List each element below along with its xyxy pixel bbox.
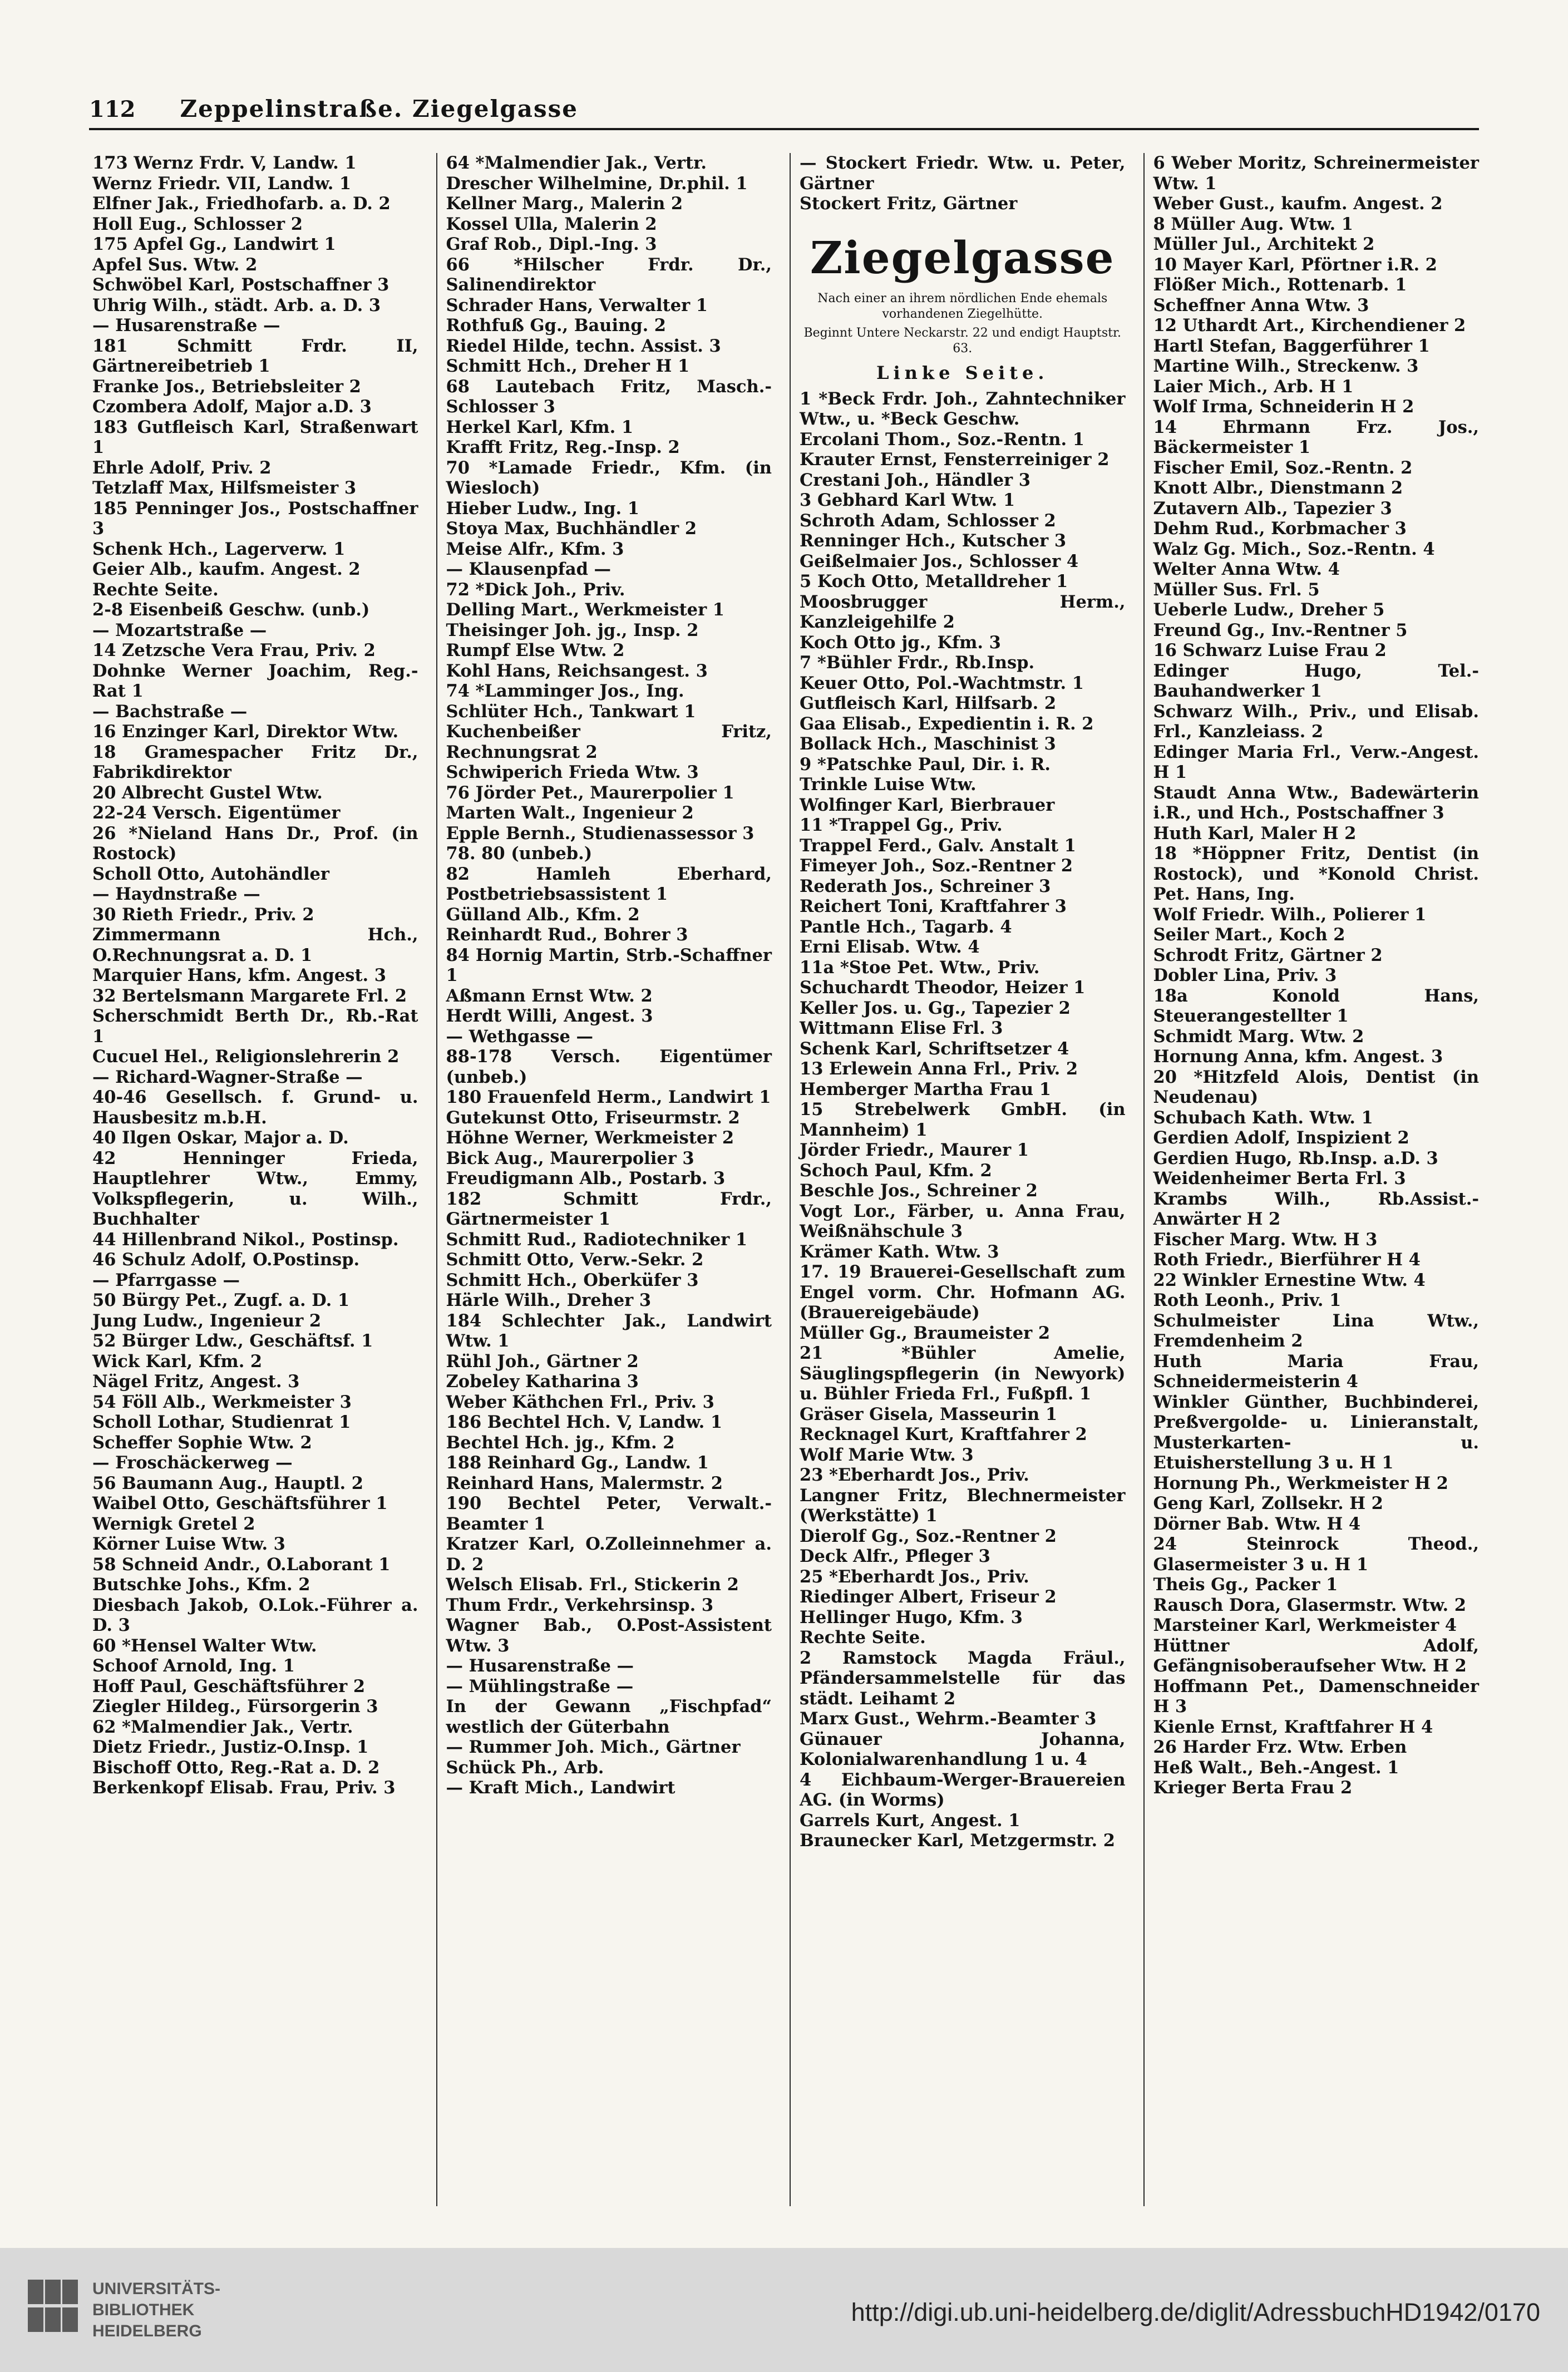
directory-entry: 32 Bertelsmann Margarete Frl. 2	[92, 985, 407, 1006]
directory-entry: Roth Friedr., Bierführer H 4	[1153, 1250, 1421, 1270]
directory-entry: Krambs Wilh., Rb.Assist.-Anwärter H 2	[1153, 1189, 1479, 1229]
directory-entry: Czombera Adolf, Major a.D. 3	[92, 397, 372, 417]
directory-entry: Krämer Kath. Wtw. 3	[800, 1241, 999, 1262]
directory-entry: 70 *Lamade Friedr., Kfm. (in Wiesloch)	[446, 457, 778, 498]
directory-entry: Reinhard Hans, Malermstr. 2	[446, 1473, 723, 1493]
library-name-line: UNIVERSITÄTS-	[92, 2279, 221, 2298]
directory-entry: Pantle Hch., Tagarb. 4	[800, 916, 1012, 937]
directory-entry: 44 Hillenbrand Nikol., Postinsp.	[92, 1229, 399, 1250]
directory-entry: 42 Henninger Frieda, Hauptlehrer Wtw., Emmy, Volkspflegerin, u. Wilh., Buchhalter	[92, 1148, 425, 1229]
directory-entry: 15 Strebelwerk GmbH. (in Mannheim) 1	[800, 1099, 1132, 1140]
directory-entry: — Husarenstraße —	[446, 1656, 634, 1676]
directory-entry: Waibel Otto, Geschäftsführer 1	[92, 1493, 388, 1513]
directory-entry: — Richard-Wagner-Straße —	[92, 1067, 363, 1087]
directory-entry: Gülland Alb., Kfm. 2	[446, 904, 640, 925]
directory-entry: Wolfinger Karl, Bierbrauer	[800, 795, 1055, 815]
directory-entry: Fischer Emil, Soz.-Rentn. 2	[1153, 457, 1413, 478]
column-3-top-entries	[800, 153, 1132, 214]
directory-entry: Krieger Berta Frau 2	[1153, 1778, 1353, 1798]
directory-entry: Rumpf Else Wtw. 2	[446, 640, 625, 660]
directory-entry: Herdt Willi, Angest. 3	[446, 1006, 653, 1026]
directory-entry: Tetzlaff Max, Hilfsmeister 3	[92, 478, 357, 498]
directory-entry: 52 Bürger Ldw., Geschäftsf. 1	[92, 1331, 373, 1351]
page-header	[89, 83, 1479, 130]
directory-entry: 21 *Bühler Amelie, Säuglingspflegerin (in Newyork) u. Bühler Frieda Frl., Fußpfl. 1	[800, 1343, 1132, 1404]
directory-entry: Ehrle Adolf, Priv. 2	[92, 457, 272, 478]
directory-entry: 84 Hornig Martin, Strb.-Schaffner 1	[446, 945, 778, 985]
directory-entry: — Wethgasse —	[446, 1026, 594, 1047]
directory-entry: Müller Sus. Frl. 5	[1153, 579, 1320, 600]
directory-entry: Marsteiner Karl, Werkmeister 4	[1153, 1615, 1457, 1635]
directory-entry: Rechte Seite.	[92, 579, 219, 600]
directory-entry: — Kraft Mich., Landwirt	[446, 1778, 675, 1798]
directory-entry: Härle Wilh., Dreher 3	[446, 1290, 652, 1310]
directory-entry: Aßmann Ernst Wtw. 2	[446, 985, 653, 1006]
directory-entry: Scheffer Sophie Wtw. 2	[92, 1432, 312, 1453]
directory-entry: Gräser Gisela, Masseurin 1	[800, 1404, 1058, 1424]
directory-entry: Bechtel Hch. jg., Kfm. 2	[446, 1432, 675, 1453]
directory-entry: Weber Gust., kaufm. Angest. 2	[1153, 194, 1443, 214]
directory-entry: Edinger Hugo, Tel.-Bauhandwerker 1	[1153, 660, 1479, 701]
directory-entry: Deck Alfr., Pfleger 3	[800, 1546, 990, 1566]
library-name-line: BIBLIOTHEK	[92, 2300, 195, 2319]
directory-entry: Stockert Fritz, Gärtner	[800, 194, 1018, 214]
directory-entry: Dohnke Werner Joachim, Reg.-Rat 1	[92, 660, 418, 701]
directory-entry: Butschke Johs., Kfm. 2	[92, 1575, 310, 1595]
directory-entry: Trappel Ferd., Galv. Anstalt 1	[800, 835, 1076, 856]
directory-entry: Krafft Fritz, Reg.-Insp. 2	[446, 437, 680, 457]
directory-entry: Herkel Karl, Kfm. 1	[446, 417, 634, 437]
directory-entry: Huth Maria Frau, Schneidermeisterin 4	[1153, 1351, 1485, 1392]
directory-entry: Schubach Kath. Wtw. 1	[1153, 1107, 1373, 1128]
directory-entry: Thum Frdr., Verkehrsinsp. 3	[446, 1595, 714, 1615]
side-heading-left: Linke Seite.	[876, 362, 1049, 383]
column-3-entries	[800, 388, 1132, 1851]
directory-entry: Riedinger Albert, Friseur 2	[800, 1587, 1057, 1607]
directory-entry: 14 Ehrmann Frz. Jos., Bäckermeister 1	[1153, 417, 1485, 457]
directory-entry: Schroth Adam, Schlosser 2	[800, 510, 1056, 531]
directory-entry: Moosbrugger Herm., Kanzleigehilfe 2	[800, 591, 1132, 632]
directory-entry: Rothfuß Gg., Bauing. 2	[446, 315, 667, 336]
directory-entry: 188 Reinhard Gg., Landw. 1	[446, 1453, 709, 1473]
library-name-line: HEIDELBERG	[92, 2321, 202, 2340]
directory-entry: 184 Schlechter Jak., Landwirt Wtw. 1	[446, 1310, 778, 1351]
directory-entry: Scholl Otto, Autohändler	[92, 864, 330, 884]
directory-entry: Berkenkopf Elisab. Frau, Priv. 3	[92, 1778, 396, 1798]
directory-entry: Zutavern Alb., Tapezier 3	[1153, 498, 1392, 519]
directory-entry: 5 Koch Otto, Metalldreher 1	[800, 571, 1068, 591]
directory-entry: 76 Jörder Pet., Maurerpolier 1	[446, 782, 734, 803]
directory-entry: 72 *Dick Joh., Priv.	[446, 579, 625, 600]
directory-entry: 18a Konold Hans, Steuerangestellter 1	[1153, 985, 1485, 1026]
directory-entry: 40 Ilgen Oskar, Major a. D.	[92, 1128, 349, 1148]
directory-entry: 56 Baumann Aug., Hauptl. 2	[92, 1473, 364, 1493]
directory-entry: Holl Eug., Schlosser 2	[92, 214, 303, 234]
directory-entry: Kossel Ulla, Malerin 2	[446, 214, 657, 234]
section-title: Ziegelgasse	[810, 231, 1115, 284]
directory-entry: Staudt Anna Wtw., Badewärterin i.R., und Hch., Postschaffner 3	[1153, 782, 1485, 823]
directory-entry: Schenk Hch., Lagerverw. 1	[92, 539, 346, 559]
directory-entry: 16 Schwarz Luise Frau 2	[1153, 640, 1387, 660]
directory-entry: Edinger Maria Frl., Verw.-Angest. H 1	[1153, 742, 1485, 782]
directory-entry: 50 Bürgy Pet., Zugf. a. D. 1	[92, 1290, 350, 1310]
directory-entry: Hemberger Martha Frau 1	[800, 1079, 1051, 1099]
directory-entry: Delling Mart., Werkmeister 1	[446, 600, 724, 620]
directory-entry: Schuchardt Theodor, Heizer 1	[800, 978, 1086, 998]
directory-entry: Marquier Hans, kfm. Angest. 3	[92, 965, 386, 985]
directory-entry: Renninger Hch., Kutscher 3	[800, 531, 1067, 551]
directory-entry: Huth Karl, Maler H 2	[1153, 823, 1357, 844]
directory-entry: Flößer Mich., Rottenarb. 1	[1153, 275, 1407, 295]
directory-entry: 54 Föll Alb., Werkmeister 3	[92, 1392, 352, 1412]
directory-entry: Gaa Elisab., Expedientin i. R. 2	[800, 713, 1094, 734]
directory-entry: 182 Schmitt Frdr., Gärtnermeister 1	[446, 1189, 778, 1229]
directory-entry: Dierolf Gg., Soz.-Rentner 2	[800, 1526, 1057, 1546]
directory-entry: — Rummer Joh. Mich., Gärtner	[446, 1737, 741, 1757]
street-note-origin: Nach einer an ihrem nördlichen Ende ehemals vorhandenen Ziegelhütte.	[817, 291, 1108, 321]
directory-entry: Wernz Friedr. VII, Landw. 1	[92, 173, 352, 194]
directory-entry: 4 Eichbaum-Werger-Brauereien AG. (in Worms)	[800, 1769, 1132, 1810]
directory-entry: Rausch Dora, Glasermstr. Wtw. 2	[1153, 1595, 1466, 1615]
directory-entry: 11a *Stoe Pet. Wtw., Priv.	[800, 957, 1040, 978]
directory-entry: Hieber Ludw., Ing. 1	[446, 498, 639, 519]
directory-entry: Schrodt Fritz, Gärtner 2	[1153, 945, 1383, 965]
directory-entry: Schmitt Hch., Oberküfer 3	[446, 1270, 699, 1290]
directory-entry: 20 *Hitzfeld Alois, Dentist (in Neudenau)	[1153, 1067, 1485, 1107]
directory-entry: Schmitt Otto, Verw.-Sekr. 2	[446, 1250, 704, 1270]
directory-entry: 25 *Eberhardt Jos., Priv.	[800, 1566, 1029, 1587]
directory-entry: Winkler Günther, Buchbinderei, Preßvergolde- u. Linieranstalt, Musterkarten- u. Etuisherstellung 3 u. H 1	[1153, 1392, 1485, 1473]
directory-entry: 181 Schmitt Frdr. II, Gärtnereibetrieb 1	[92, 336, 425, 376]
directory-entry: — Klausenpfad —	[446, 559, 612, 579]
directory-entry: 64 *Malmendier Jak., Vertr.	[446, 153, 707, 173]
directory-entry: Zobeley Katharina 3	[446, 1372, 639, 1392]
directory-entry: Jung Ludw., Ingenieur 2	[92, 1310, 322, 1331]
directory-entry: Schück Ph., Arb.	[446, 1757, 604, 1778]
directory-entry: 13 Erlewein Anna Frl., Priv. 2	[800, 1059, 1078, 1079]
directory-entry: 18 Gramespacher Fritz Dr., Fabrikdirektor	[92, 742, 425, 782]
library-logo	[28, 2279, 220, 2342]
directory-entry: Dehm Rud., Korbmacher 3	[1153, 519, 1407, 539]
directory-entry: Freudigmann Alb., Postarb. 3	[446, 1168, 726, 1189]
directory-entry: Hornung Ph., Werkmeister H 2	[1153, 1473, 1448, 1493]
directory-entry: Dietz Friedr., Justiz-O.Insp. 1	[92, 1737, 369, 1757]
column-3	[790, 153, 1132, 2206]
directory-entry: Scherschmidt Berth Dr., Rb.-Rat 1	[92, 1006, 425, 1047]
directory-entry: Gerdien Hugo, Rb.Insp. a.D. 3	[1153, 1148, 1438, 1168]
directory-entry: Müller Gg., Braumeister 2	[800, 1323, 1051, 1343]
directory-entry: 10 Mayer Karl, Pförtner i.R. 2	[1153, 254, 1437, 275]
directory-entry: 23 *Eberhardt Jos., Priv.	[800, 1465, 1029, 1485]
directory-entry: Roth Leonh., Priv. 1	[1153, 1290, 1342, 1310]
directory-entry: Wolf Irma, Schneiderin H 2	[1153, 397, 1414, 417]
directory-entry: Welsch Elisab. Frl., Stickerin 2	[446, 1575, 739, 1595]
directory-entry: 190 Bechtel Peter, Verwalt.-Beamter 1	[446, 1493, 772, 1534]
directory-entry: Kohl Hans, Reichsangest. 3	[446, 660, 708, 681]
directory-entry: — Bachstraße —	[92, 701, 248, 722]
directory-entry: Rühl Joh., Gärtner 2	[446, 1351, 639, 1372]
directory-entry: Körner Luise Wtw. 3	[92, 1534, 285, 1554]
directory-entry: Marten Walt., Ingenieur 2	[446, 803, 694, 823]
library-name	[92, 2279, 220, 2342]
directory-entry: Franke Jos., Betriebsleiter 2	[92, 376, 361, 397]
directory-entry: 2-8 Eisenbeiß Geschw. (unb.)	[92, 600, 370, 620]
directory-entry: Nägel Fritz, Angest. 3	[92, 1372, 300, 1392]
directory-entry: Vogt Lor., Färber, u. Anna Frau, Weißnähschule 3	[800, 1201, 1132, 1241]
directory-entry: Schenk Karl, Schriftsetzer 4	[800, 1038, 1069, 1059]
directory-entry: Schlüter Hch., Tankwart 1	[446, 701, 696, 722]
directory-entry: 180 Frauenfeld Herm., Landwirt 1	[446, 1087, 771, 1107]
directory-entry: 30 Rieth Friedr., Priv. 2	[92, 904, 314, 925]
directory-entry: 175 Apfel Gg., Landwirt 1	[92, 234, 336, 254]
directory-entry: Schoof Arnold, Ing. 1	[92, 1656, 295, 1676]
directory-entry: Weber Käthchen Frl., Priv. 3	[446, 1392, 714, 1412]
directory-entry: Schmitt Rud., Radiotechniker 1	[446, 1229, 748, 1250]
directory-entry: 8 Müller Aug. Wtw. 1	[1153, 214, 1353, 234]
directory-entry: Koch Otto jg., Kfm. 3	[800, 632, 1001, 653]
directory-entry: Trinkle Luise Wtw.	[800, 775, 977, 795]
directory-entry: 24 Steinrock Theod., Glasermeister 3 u. H 1	[1153, 1534, 1485, 1575]
directory-entry: Gutekunst Otto, Friseurmstr. 2	[446, 1107, 740, 1128]
directory-entry: Braunecker Karl, Metzgermstr. 2	[800, 1831, 1115, 1851]
directory-entry: 9 *Patschke Paul, Dir. i. R.	[800, 754, 1051, 775]
directory-entry: Kienle Ernst, Kraftfahrer H 4	[1153, 1717, 1433, 1737]
directory-entry: 185 Penninger Jos., Postschaffner 3	[92, 498, 425, 539]
directory-entry: Dörner Bab. Wtw. H 4	[1153, 1513, 1361, 1534]
directory-entry: 60 *Hensel Walter Wtw.	[92, 1635, 317, 1656]
directory-entry: Wagner Bab., O.Post-Assistent Wtw. 3	[446, 1615, 778, 1656]
directory-entry: Reinhardt Rud., Bohrer 3	[446, 925, 688, 945]
directory-entry: Gutfleisch Karl, Hilfsarb. 2	[800, 693, 1057, 713]
directory-entry: Schrader Hans, Verwalter 1	[446, 295, 708, 315]
directory-entry: Geier Alb., kaufm. Angest. 2	[92, 559, 361, 579]
directory-entry: Apfel Sus. Wtw. 2	[92, 254, 258, 275]
directory-entry: Laier Mich., Arb. H 1	[1153, 376, 1354, 397]
directory-entry: — Pfarrgasse —	[92, 1270, 240, 1290]
directory-entry: 22-24 Versch. Eigentümer	[92, 803, 341, 823]
running-head: Zeppelinstraße. Ziegelgasse	[180, 95, 579, 122]
directory-entry: — Mozartstraße —	[92, 620, 267, 640]
directory-entry: Knott Albr., Dienstmann 2	[1153, 478, 1403, 498]
directory-entry: Müller Jul., Architekt 2	[1153, 234, 1375, 254]
directory-entry: 46 Schulz Adolf, O.Postinsp.	[92, 1250, 360, 1270]
directory-entry: In der Gewann „Fischpfad“ westlich der Güterbahn	[446, 1697, 778, 1737]
directory-entry: Martine Wilh., Streckenw. 3	[1153, 356, 1419, 376]
directory-entry: Theis Gg., Packer 1	[1153, 1575, 1338, 1595]
directory-entry: Elfner Jak., Friedhofarb. a. D. 2	[92, 194, 391, 214]
directory-entry: Ercolani Thom., Soz.-Rentn. 1	[800, 429, 1084, 450]
directory-entry: 14 Zetzsche Vera Frau, Priv. 2	[92, 640, 376, 660]
directory-entry: Bollack Hch., Maschinist 3	[800, 734, 1056, 754]
directory-entry: Schwarz Wilh., Priv., und Elisab. Frl., Kanzleiass. 2	[1153, 701, 1485, 742]
directory-entry: Crestani Joh., Händler 3	[800, 470, 1030, 490]
directory-entry: Freund Gg., Inv.-Rentner 5	[1153, 620, 1408, 640]
column-2	[436, 153, 779, 2206]
directory-entry: 82 Hamleh Eberhard, Postbetriebsassistent 1	[446, 864, 778, 904]
directory-entry: Rechte Seite.	[800, 1628, 926, 1648]
page-number: 112	[89, 96, 136, 122]
directory-entry: Ziegler Hildeg., Fürsorgerin 3	[92, 1697, 378, 1717]
directory-entry: Wolf Friedr. Wilh., Polierer 1	[1153, 904, 1427, 925]
directory-entry: Höhne Werner, Werkmeister 2	[446, 1128, 734, 1148]
directory-entry: 7 *Bühler Frdr., Rb.Insp.	[800, 653, 1035, 673]
directory-entry: 11 *Trappel Gg., Priv.	[800, 815, 1003, 835]
directory-entry: — Haydnstraße —	[92, 884, 260, 904]
directory-entry: Jörder Friedr., Maurer 1	[800, 1140, 1029, 1160]
directory-entry: 16 Enzinger Karl, Direktor Wtw.	[92, 722, 399, 742]
directory-entry: Schmidt Marg. Wtw. 2	[1153, 1026, 1364, 1047]
directory-entry: Heß Walt., Beh.-Angest. 1	[1153, 1757, 1399, 1778]
directory-entry: Rederath Jos., Schreiner 3	[800, 876, 1051, 896]
library-logo-icon	[28, 2280, 78, 2341]
directory-entry: Erni Elisab. Wtw. 4	[800, 937, 980, 957]
directory-entry: 6 Weber Moritz, Schreinermeister Wtw. 1	[1153, 153, 1485, 194]
directory-entry: Hüttner Adolf, Gefängnisoberaufseher Wtw. H 2	[1153, 1635, 1485, 1676]
directory-entry: Garrels Kurt, Angest. 1	[800, 1810, 1020, 1831]
directory-entry: Krauter Ernst, Fensterreiniger 2	[800, 450, 1110, 470]
directory-entry: 173 Wernz Frdr. V, Landw. 1	[92, 153, 357, 173]
directory-entry: Welter Anna Wtw. 4	[1153, 559, 1340, 579]
directory-entry: Graf Rob., Dipl.-Ing. 3	[446, 234, 657, 254]
directory-entry: Wolf Marie Wtw. 3	[800, 1444, 974, 1465]
directory-entry: Keller Jos. u. Gg., Tapezier 2	[800, 998, 1071, 1018]
directory-columns	[83, 153, 1486, 2206]
directory-entry: 78. 80 (unbeb.)	[446, 844, 593, 864]
directory-entry: Dobler Lina, Priv. 3	[1153, 965, 1337, 985]
directory-entry: Recknagel Kurt, Kraftfahrer 2	[800, 1424, 1087, 1444]
directory-entry: 58 Schneid Andr., O.Laborant 1	[92, 1554, 391, 1575]
directory-entry: — Mühlingstraße —	[446, 1676, 634, 1697]
directory-entry: Schoch Paul, Kfm. 2	[800, 1160, 992, 1181]
directory-entry: Meise Alfr., Kfm. 3	[446, 539, 624, 559]
directory-entry: Uhrig Wilh., städt. Arb. a. D. 3	[92, 295, 381, 315]
directory-entry: 26 *Nieland Hans Dr., Prof. (in Rostock)	[92, 823, 425, 864]
directory-entry: — Husarenstraße —	[92, 315, 280, 336]
directory-entry: Theisinger Joh. jg., Insp. 2	[446, 620, 699, 640]
directory-entry: Wick Karl, Kfm. 2	[92, 1351, 263, 1372]
directory-entry: Wernigk Gretel 2	[92, 1513, 255, 1534]
directory-entry: Schmitt Hch., Dreher H 1	[446, 356, 690, 376]
directory-entry: Kuchenbeißer Fritz, Rechnungsrat 2	[446, 722, 778, 762]
directory-entry: Kratzer Karl, O.Zolleinnehmer a. D. 2	[446, 1534, 778, 1575]
directory-entry: Hoffmann Pet., Damenschneider H 3	[1153, 1676, 1485, 1717]
column-4	[1143, 153, 1486, 2206]
directory-entry: Hoff Paul, Geschäftsführer 2	[92, 1676, 366, 1697]
directory-entry: Geißelmaier Jos., Schlosser 4	[800, 551, 1079, 571]
directory-entry: 88-178 Versch. Eigentümer (unbeb.)	[446, 1047, 778, 1087]
directory-entry: Scholl Lothar, Studienrat 1	[92, 1412, 351, 1432]
directory-entry: Günauer Johanna, Kolonialwarenhandlung 1 u. 4	[800, 1729, 1132, 1769]
directory-entry: Hornung Anna, kfm. Angest. 3	[1153, 1047, 1443, 1067]
directory-entry: 66 *Hilscher Frdr. Dr., Salinendirektor	[446, 254, 778, 295]
directory-entry: Wittmann Elise Frl. 3	[800, 1018, 1003, 1038]
directory-entry: Drescher Wilhelmine, Dr.phil. 1	[446, 173, 748, 194]
directory-entry: Gerdien Adolf, Inspizient 2	[1153, 1128, 1409, 1148]
directory-entry: 22 Winkler Ernestine Wtw. 4	[1153, 1270, 1426, 1290]
directory-entry: 40-46 Gesellsch. f. Grund- u. Hausbesitz m.b.H.	[92, 1087, 425, 1128]
directory-entry: Schulmeister Lina Wtw., Fremdenheim 2	[1153, 1310, 1485, 1351]
directory-entry: 62 *Malmendier Jak., Vertr.	[92, 1717, 353, 1737]
directory-entry: 68 Lautebach Fritz, Masch.-Schlosser 3	[446, 376, 772, 417]
directory-entry: Diesbach Jakob, O.Lok.-Führer a. D. 3	[92, 1595, 425, 1635]
directory-entry: 1 *Beck Frdr. Joh., Zahntechniker Wtw., u. *Beck Geschw.	[800, 388, 1132, 429]
source-url-link[interactable]: http://digi.ub.uni-heidelberg.de/diglit/AdressbuchHD1942/0170	[851, 2298, 1540, 2326]
column-1	[83, 153, 425, 2206]
directory-entry: Riedel Hilde, techn. Assist. 3	[446, 336, 721, 356]
directory-entry: 20 Albrecht Gustel Wtw.	[92, 782, 323, 803]
directory-entry: 17. 19 Brauerei-Gesellschaft zum Engel vorm. Chr. Hofmann AG. (Brauereigebäude)	[800, 1262, 1132, 1323]
directory-entry: Seiler Mart., Koch 2	[1153, 925, 1345, 945]
directory-entry: Weidenheimer Berta Frl. 3	[1153, 1168, 1406, 1189]
directory-entry: Marx Gust., Wehrm.-Beamter 3	[800, 1709, 1097, 1729]
directory-entry: Reichert Toni, Kraftfahrer 3	[800, 896, 1067, 916]
directory-entry: Geng Karl, Zollsekr. H 2	[1153, 1493, 1383, 1513]
directory-entry: 18 *Höppner Fritz, Dentist (in Rostock), und *Konold Christ. Pet. Hans, Ing.	[1153, 844, 1485, 904]
directory-entry: Cucuel Hel., Religionslehrerin 2	[92, 1047, 400, 1067]
directory-entry: Schwöbel Karl, Postschaffner 3	[92, 275, 389, 295]
library-footer	[0, 2248, 1568, 2372]
directory-entry: Epple Bernh., Studienassessor 3	[446, 823, 755, 844]
street-note-extent: Beginnt Untere Neckarstr. 22 und endigt Hauptstr. 63.	[803, 326, 1122, 356]
directory-entry: Stoya Max, Buchhändler 2	[446, 519, 697, 539]
directory-entry: 12 Uthardt Art., Kirchendiener 2	[1153, 315, 1466, 336]
directory-entry: 26 Harder Frz. Wtw. Erben	[1153, 1737, 1407, 1757]
directory-entry: Hartl Stefan, Baggerführer 1	[1153, 336, 1430, 356]
directory-entry: Zimmermann Hch., O.Rechnungsrat a. D. 1	[92, 925, 425, 965]
directory-entry: Scheffner Anna Wtw. 3	[1153, 295, 1369, 315]
directory-entry: Langner Fritz, Blechnermeister (Werkstätte) 1	[800, 1485, 1132, 1526]
directory-entry: Schwiperich Frieda Wtw. 3	[446, 762, 699, 782]
directory-entry: — Stockert Friedr. Wtw. u. Peter, Gärtner	[800, 153, 1132, 194]
directory-entry: Bick Aug., Maurerpolier 3	[446, 1148, 694, 1168]
directory-entry: 74 *Lamminger Jos., Ing.	[446, 681, 684, 701]
directory-entry: 2 Ramstock Magda Fräul., Pfändersammelstelle für das städt. Leihamt 2	[800, 1648, 1132, 1709]
directory-entry: Bischoff Otto, Reg.-Rat a. D. 2	[92, 1757, 380, 1778]
directory-entry: Beschle Jos., Schreiner 2	[800, 1181, 1038, 1201]
directory-entry: Keuer Otto, Pol.-Wachtmstr. 1	[800, 673, 1084, 693]
directory-entry: Walz Gg. Mich., Soz.-Rentn. 4	[1153, 539, 1435, 559]
directory-entry: Fimeyer Joh., Soz.-Rentner 2	[800, 856, 1073, 876]
directory-entry: Fischer Marg. Wtw. H 3	[1153, 1229, 1378, 1250]
directory-entry: 3 Gebhard Karl Wtw. 1	[800, 490, 1015, 510]
directory-entry: Ueberle Ludw., Dreher 5	[1153, 600, 1385, 620]
directory-entry: 183 Gutfleisch Karl, Straßenwart 1	[92, 417, 425, 457]
directory-entry: Kellner Marg., Malerin 2	[446, 194, 683, 214]
directory-entry: — Froschäckerweg —	[92, 1453, 293, 1473]
directory-entry: Hellinger Hugo, Kfm. 3	[800, 1607, 1023, 1628]
directory-entry: 186 Bechtel Hch. V, Landw. 1	[446, 1412, 723, 1432]
